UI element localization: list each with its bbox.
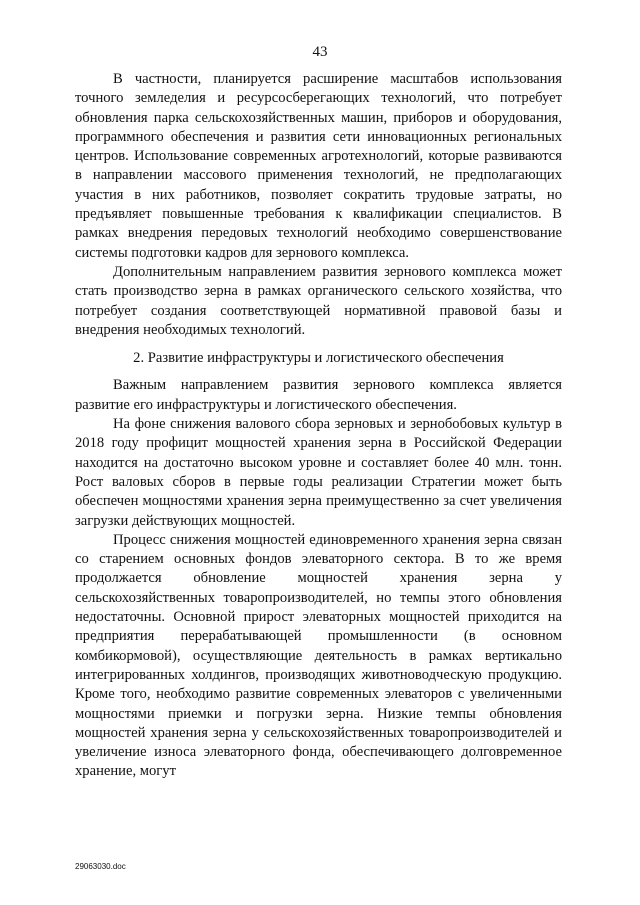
section-heading: 2. Развитие инфраструктуры и логистического обеспечения — [133, 350, 504, 367]
paragraph-elevator-capacity: Процесс снижения мощностей единовременного хранения зерна связан со старением основных фондов элеваторного сектора. В то же время продолжается обновление мощностей хранения зерна у сельскохозяйственных товаропроизводителей, но темпы этого обновления недостаточны. Основной прирост элеваторных мощностей приходится на предприятия перерабатывающей промышленности (в основном комбикормовой), осуществляющие деятельность в рамках вертикально интегрированных холдингов, производящих животноводческую продукцию. Кроме того, необходимо развитие современных элеваторов с увеличенными мощностями приемки и погрузки зерна. Низкие темпы обновления мощностей хранения зерна у сельскохозяйственных товаропроизводителей и увеличение износа элеваторного фонда, обеспечивающего долговременное хранение, могут — [75, 531, 562, 780]
paragraph-organic-farming: Дополнительным направлением развития зернового комплекса может стать производство зерна в рамках органического сельского хозяйства, что потребует создания соответствующей нормативной правовой базы и внедрения необходимых технологий. — [75, 263, 562, 338]
page-number: 43 — [312, 44, 328, 60]
document-body — [75, 70, 562, 782]
document-footer-code: 29063030.doc — [75, 862, 126, 871]
paragraph-infrastructure-intro: Важным направлением развития зернового комплекса является развитие его инфраструктуры и логистического обеспечения. — [75, 377, 562, 413]
paragraph-precision-farming: В частности, планируется расширение масштабов использования точного земледелия и ресурсосберегающих технологий, что потребует обновления парка сельскохозяйственных машин, приборов и оборудования, программного обеспечения и развития сети инновационных региональных центров. Использование современных агротехнологий, которые развиваются в направлении массового применения технологий, не предполагающих участия в них работников, позволяет сократить трудовые затраты, но предъявляет повышенные требования к квалификации специалистов. В рамках внедрения передовых технологий необходимо совершенствование системы подготовки кадров для зернового комплекса. — [75, 71, 562, 261]
paragraph-storage-surplus: На фоне снижения валового сбора зерновых и зернобобовых культур в 2018 году профицит мощностей хранения зерна в Российской Федерации находится на достаточно высоком уровне и составляет более 40 млн. тонн. Рост валовых сборов в первые годы реализации Стратегии может быть обеспечен мощностями хранения зерна преимущественно за счет увеличения загрузки действующих мощностей. — [75, 416, 562, 529]
